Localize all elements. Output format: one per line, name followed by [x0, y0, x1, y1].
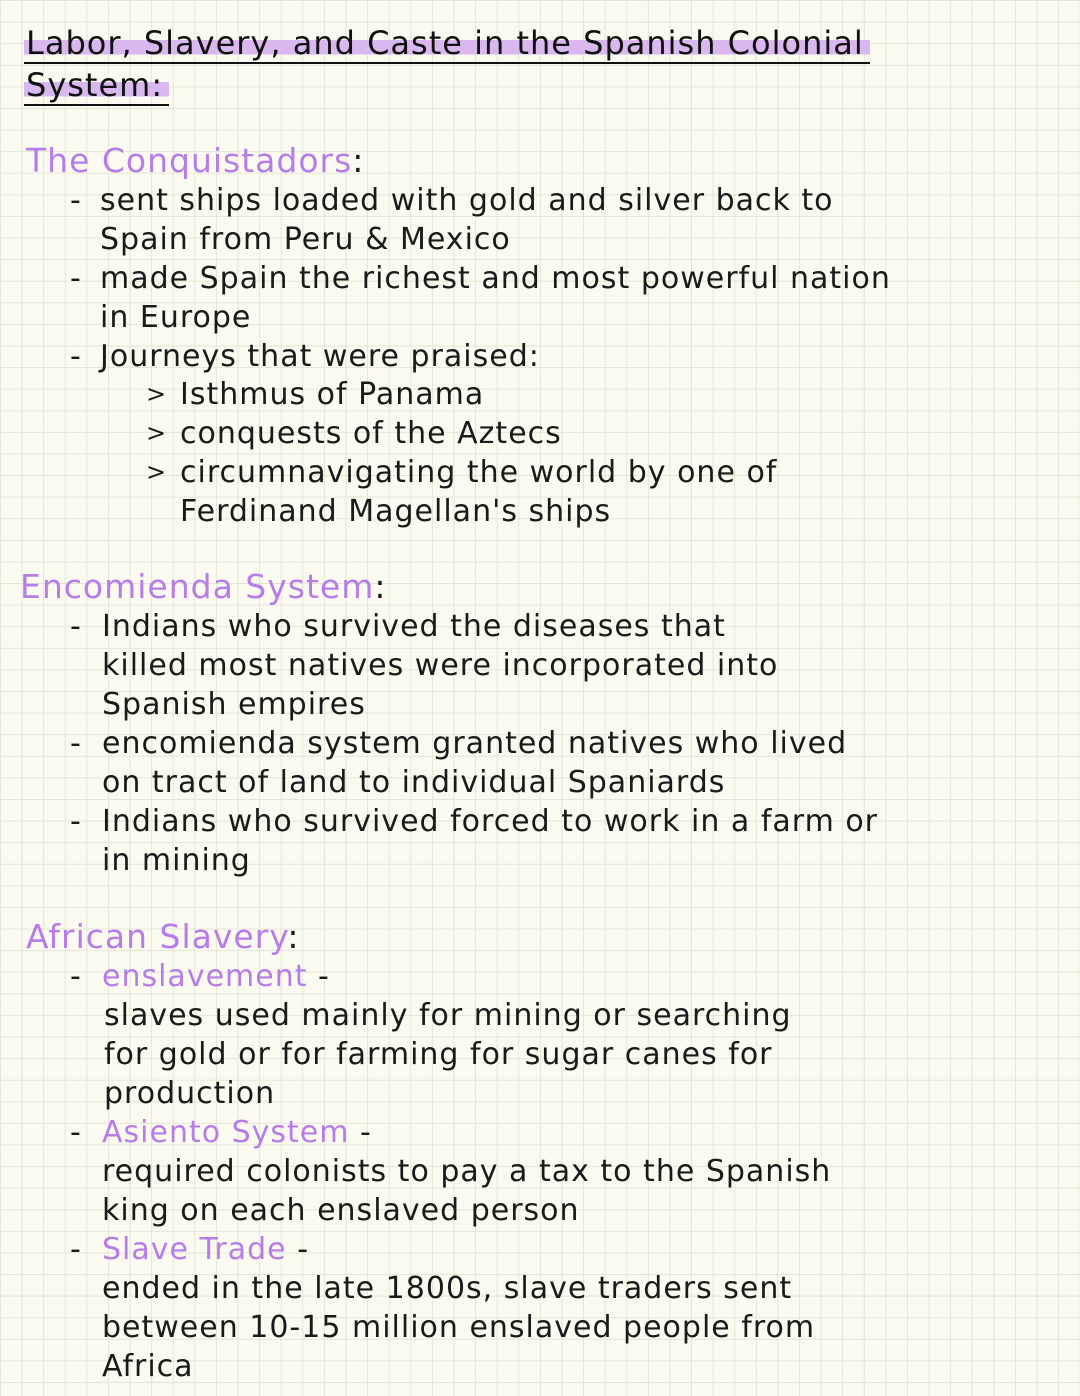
page-title [24, 24, 1014, 106]
sub-bullet-text: conquests of the Aztecs [180, 416, 562, 451]
bullet-text-cont: on tract of land to individual Spaniards [102, 765, 726, 800]
term-text-cont: production [104, 1076, 276, 1111]
bullet-text-cont: Spain from Peru & Mexico [100, 222, 511, 257]
section-heading [20, 568, 386, 606]
term-asiento-system: Asiento System [102, 1115, 350, 1150]
term-line [102, 957, 330, 996]
bullet-text: Indians who survived the diseases that [102, 609, 726, 644]
term-slave-trade: Slave Trade [102, 1232, 287, 1267]
term-text-cont: between 10-15 million enslaved people from [102, 1310, 816, 1345]
heading-colon: : [352, 141, 365, 180]
sub-bullet-arrow-icon: > [146, 458, 167, 486]
bullet-dash: - [70, 609, 81, 644]
sub-bullet-text: Isthmus of Panama [180, 377, 485, 412]
term-dash: - [349, 1115, 372, 1150]
term-text: slaves used mainly for mining or searching [104, 998, 792, 1033]
section-heading [26, 142, 364, 180]
sub-bullet-arrow-icon: > [146, 380, 167, 408]
bullet-text-cont: killed most natives were incorporated into [102, 648, 779, 683]
bullet-dash: - [70, 959, 81, 994]
bullet-dash: - [70, 1115, 81, 1150]
term-line [102, 1113, 372, 1152]
sub-bullet-text-cont: Ferdinand Magellan's ships [180, 494, 612, 529]
sub-bullet-text: circumnavigating the world by one of [180, 455, 778, 490]
bullet-dash: - [70, 1232, 81, 1267]
bullet-dash: - [70, 261, 81, 296]
term-enslavement: enslavement [102, 959, 308, 994]
bullet-text: sent ships loaded with gold and silver back to [100, 183, 834, 218]
term-text: required colonists to pay a tax to the Spanish [102, 1154, 832, 1189]
bullet-text-cont: in Europe [100, 300, 252, 335]
bullet-dash: - [70, 183, 81, 218]
heading-colon: : [374, 567, 387, 606]
bullet-dash: - [70, 804, 81, 839]
term-dash: - [286, 1232, 310, 1267]
term-text-cont: king on each enslaved person [102, 1193, 580, 1228]
bullet-text: Indians who survived forced to work in a farm or [102, 804, 879, 839]
bullet-text: Journeys that were praised: [100, 339, 540, 374]
term-text: ended in the late 1800s, slave traders sent [102, 1271, 793, 1306]
bullet-text-cont: in mining [102, 843, 251, 878]
bullet-dash: - [70, 726, 81, 761]
term-text-cont: Africa [102, 1349, 194, 1384]
sub-bullet-arrow-icon: > [146, 419, 167, 447]
term-line [102, 1230, 309, 1269]
title-line-1: Labor, Slavery, and Caste in the Spanish Colonial [24, 24, 870, 64]
bullet-text: made Spain the richest and most powerful nation [100, 261, 891, 296]
term-text-cont: for gold or for farming for sugar canes for [104, 1037, 773, 1072]
bullet-text: encomienda system granted natives who lived [102, 726, 848, 761]
bullet-dash: - [70, 339, 81, 374]
heading-text: Encomienda System [20, 567, 375, 606]
heading-colon: : [287, 917, 300, 956]
section-heading [26, 918, 300, 956]
heading-text: The Conquistadors [26, 141, 353, 180]
bullet-text-cont: Spanish empires [102, 687, 366, 722]
term-dash: - [307, 959, 330, 994]
heading-text: African Slavery [26, 917, 288, 956]
title-line-2: System: [24, 66, 169, 106]
